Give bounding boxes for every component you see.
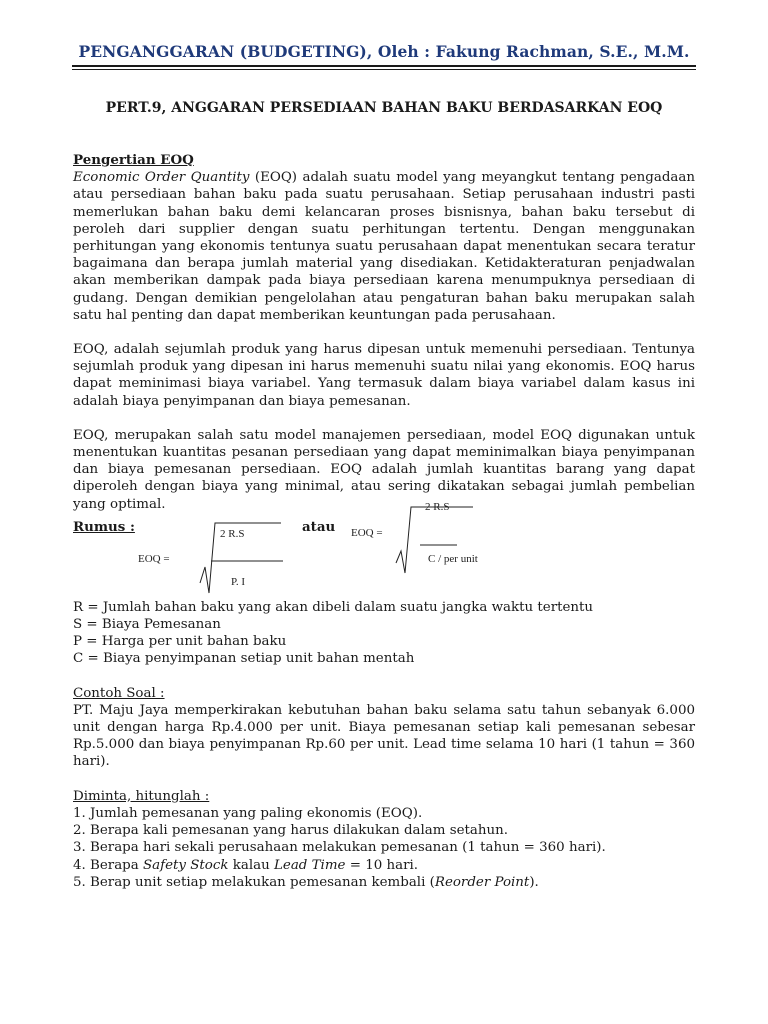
list-item: 1. Jumlah pemesanan yang paling ekonomis (EOQ). (73, 805, 423, 821)
term-eoq: Economic Order Quantity (73, 170, 250, 186)
definition-item: C = Biaya penyimpanan setiap unit bahan mentah (73, 651, 415, 667)
asked-heading: Diminta, hitunglah : (73, 788, 210, 804)
formula-or: atau (302, 518, 336, 535)
definition-item: P = Harga per unit bahan baku (73, 634, 287, 650)
formula-label: Rumus : (73, 518, 135, 535)
paragraph-3: EOQ, merupakan salah satu model manajemen persediaan, model EOQ digunakan untuk menentukan kuantitas pesanan persediaan yang dapat meminimalkan biaya penyimpanan dan biaya pemesanan persediaan. EOQ adalah jumlah kuantitas barang yang dapat diperoleh dengan biaya yang minimal, atau sering dikatakan sebagai jumlah pembelian yang optimal. (73, 427, 695, 512)
header-rule-thin (72, 69, 696, 70)
header-rule-thick (72, 65, 696, 67)
paragraph-1-text: (EOQ) adalah suatu model yang meyangkut tentang pengadaan atau persediaan bahan baku pada suatu perusahaan. Setiap perusahaan industri pasti memerlukan bahan baku demi kelancaran proses bisnisnya, bahan baku tersebut di peroleh dari supplier dengan suatu perhitungan tertentu. Dengan menggunakan perhitungan yang ekonomis tentunya suatu perusahaan dapat menentukan secara teratur bagaimana dan berapa jumlah material yang disediakan. Ketidakteraturan penjadwalan akan memberikan dampak pada biaya persediaan karena menumpuknya persediaan di gudang. Dengan demikian pengelolahan atau pengaturan bahan baku merupakan salah satu hal penting dan dapat memberikan keuntungan pada perusahaan. (73, 170, 695, 323)
list-item: 4. Berapa Safety Stock kalau Lead Time = 10 hari. (73, 857, 419, 873)
formula2-lhs: EOQ = (351, 526, 383, 539)
document-header: PENGANGGARAN (BUDGETING), Oleh : Fakung Rachman, S.E., M.M. (78, 42, 690, 61)
list-item: 5. Berap unit setiap melakukan pemesanan kembali (Reorder Point). (73, 874, 539, 890)
formula1-lhs: EOQ = (138, 552, 170, 565)
formula2-radical (73, 511, 513, 601)
page-title: PERT.9, ANGGARAN PERSEDIAAN BAHAN BAKU BERDASARKAN EOQ (105, 100, 663, 116)
asked-list (73, 805, 695, 891)
formula1-numerator: 2 R.S (220, 527, 245, 540)
variable-definitions (73, 599, 695, 668)
formula-block (73, 500, 695, 599)
document-body (73, 152, 695, 891)
paragraph-2: EOQ, adalah sejumlah produk yang harus dipesan untuk memenuhi persediaan. Tentunya sejumlah produk yang dipesan ini harus memenuhi suatu nilai yang ekonomis. EOQ harus dapat meminimasi biaya variabel. Yang termasuk dalam biaya variabel dalam kasus ini adalah biaya penyimpanan dan biaya pemesanan. (73, 342, 695, 409)
example-heading: Contoh Soal : (73, 685, 165, 701)
list-item: 3. Berapa hari sekali perusahaan melakukan pemesanan (1 tahun = 360 hari). (73, 840, 606, 856)
definition-item: R = Jumlah bahan baku yang akan dibeli dalam suatu jangka waktu tertentu (73, 599, 594, 615)
formula2-numerator: 2 R.S (425, 500, 450, 513)
list-item: 2. Berapa kali pemesanan yang harus dilakukan dalam setahun. (73, 823, 509, 839)
section-heading-eoq: Pengertian EOQ (73, 152, 194, 168)
paragraph-1 (73, 169, 695, 324)
definition-item: S = Biaya Pemesanan (73, 617, 221, 633)
formula2-denominator: C / per unit (428, 552, 478, 565)
example-text: PT. Maju Jaya memperkirakan kebutuhan bahan baku selama satu tahun sebanyak 6.000 unit dengan harga Rp.4.000 per unit. Biaya pemesanan setiap kali pemesanan sebesar Rp.5.000 dan biaya penyimpanan Rp.60 per unit. Lead time selama 10 hari (1 tahun = 360 hari). (73, 702, 695, 770)
formula1-denominator: P. I (231, 575, 246, 588)
